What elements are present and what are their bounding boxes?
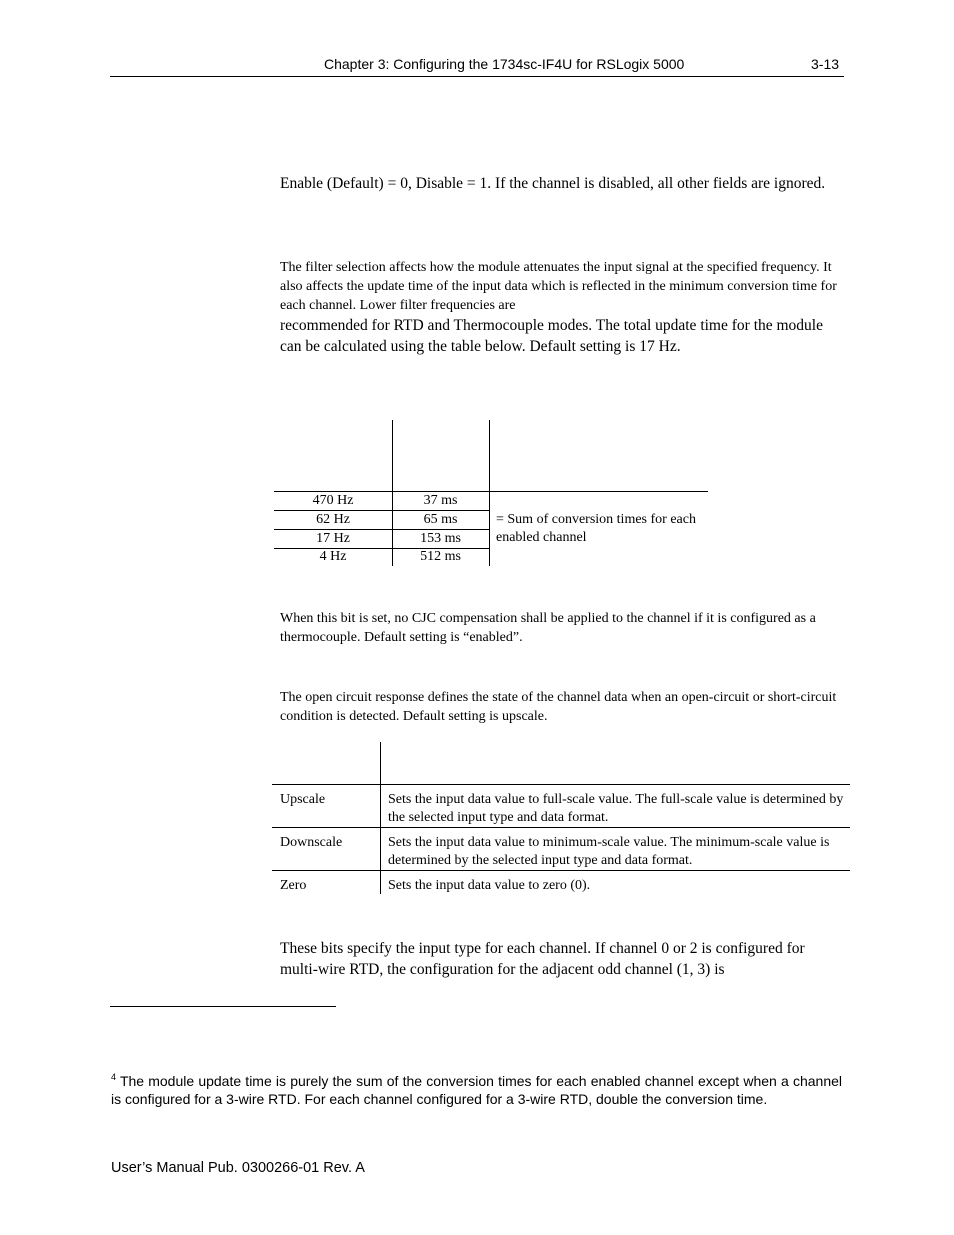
response-description-cell: Sets the input data value to full-scale value. The full-scale value is determined by the selected input type and data format. (388, 792, 844, 825)
filter-frequency-cell: 4 Hz (319, 549, 347, 564)
footnote (111, 1068, 842, 1108)
filter-frequency-cell: 62 Hz (316, 512, 350, 527)
footnote-separator (110, 1006, 336, 1007)
response-description-cell: Sets the input data value to minimum-scale value. The minimum-scale value is determined by the selected input type and data format. (388, 835, 830, 868)
filter-table-col-divider (489, 420, 490, 566)
response-table-col-divider (380, 742, 381, 894)
update-time-cell: = Sum of conversion times for each enabled channel (496, 512, 696, 545)
response-table-header-rule (272, 784, 850, 785)
response-name-cell: Upscale (280, 792, 326, 807)
filter-frequency-cell: 470 Hz (312, 493, 354, 508)
response-description-cell: Sets the input data value to zero (0). (388, 878, 591, 893)
conversion-time-cell: 65 ms (423, 512, 458, 527)
enable-paragraph: Enable (Default) = 0, Disable = 1. If the channel is disabled, all other fields are ignored. (280, 175, 826, 192)
filter-paragraph-part2: recommended for RTD and Thermocouple modes. The total update time for the module can be calculated using the table below. Default setting is 17 Hz. (280, 317, 823, 355)
conversion-time-cell: 512 ms (420, 549, 461, 564)
response-table-row-rule (272, 870, 850, 871)
footnote-text: The module update time is purely the sum of the conversion times for each enabled channel except when a channel is configured for a 3-wire RTD. For each channel configured for a 3-wire RTD, double the conversion time. (111, 1073, 842, 1107)
response-table-row-rule (272, 827, 850, 828)
page-number: 3-13 (811, 56, 840, 72)
footer-publication: User’s Manual Pub. 0300266-01 Rev. A (111, 1160, 365, 1176)
response-name-cell: Zero (280, 878, 307, 893)
open-circuit-paragraph: The open circuit response defines the state of the channel data when an open-circuit or short-circuit condition is detected. Default setting is upscale. (280, 690, 837, 724)
chapter-title: Chapter 3: Configuring the 1734sc-IF4U for RSLogix 5000 (324, 56, 685, 72)
filter-paragraph-part1: The filter selection affects how the module attenuates the input signal at the specified frequency. It also affects the update time of the input data which is reflected in the minimum conversion time for each channel. Lower filter frequencies are (280, 260, 837, 313)
conversion-time-cell: 153 ms (420, 531, 461, 546)
filter-frequency-cell: 17 Hz (316, 531, 350, 546)
response-name-cell: Downscale (280, 835, 343, 850)
conversion-time-cell: 37 ms (423, 493, 458, 508)
footnote-number: 4 (111, 1072, 117, 1082)
cjc-paragraph: When this bit is set, no CJC compensation shall be applied to the channel if it is configured as a thermocouple. Default setting is “enabled”. (280, 611, 816, 645)
input-type-paragraph: These bits specify the input type for each channel. If channel 0 or 2 is configured for multi-wire RTD, the configuration for the adjacent odd channel (1, 3) is (280, 940, 805, 978)
header-rule (110, 76, 844, 77)
